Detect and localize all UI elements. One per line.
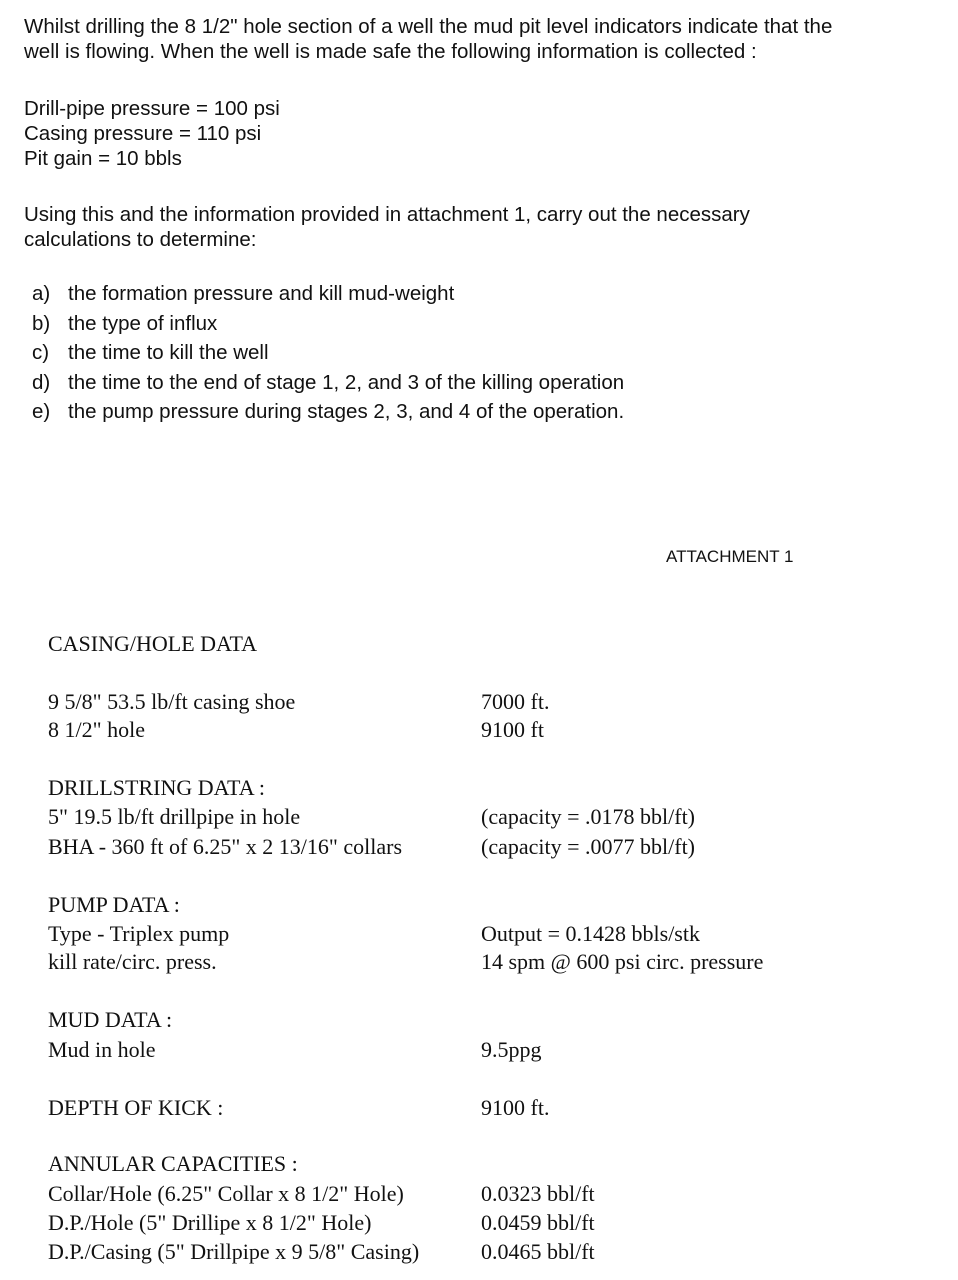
question-text: the time to the end of stage 1, 2, and 3 of the killing operation	[68, 370, 625, 394]
drillstring-section-title: DRILLSTRING DATA :	[48, 775, 266, 800]
question-letter: b)	[32, 311, 51, 335]
annular-row	[48, 1209, 928, 1237]
casing-row	[48, 716, 928, 744]
pump-row-value: Output = 0.1428 bbls/stk	[481, 921, 700, 946]
pump-section-title: PUMP DATA :	[48, 892, 180, 917]
annular-row-label: D.P./Hole (5" Drillipe x 8 1/2" Hole)	[48, 1210, 372, 1235]
question-letter: d)	[32, 370, 51, 394]
question-item	[32, 340, 624, 370]
drillstring-row-label: 5" 19.5 lb/ft drillpipe in hole	[48, 804, 301, 829]
measurements-list	[24, 96, 280, 171]
task-paragraph	[24, 202, 750, 252]
drillstring-row	[48, 833, 928, 861]
annular-row-value: 0.0465 bbl/ft	[481, 1239, 595, 1264]
question-item	[32, 399, 624, 429]
intro-line-1: Whilst drilling the 8 1/2" hole section of a well the mud pit level indicators indicate that the	[24, 15, 833, 38]
question-list	[32, 281, 624, 429]
casing-pressure: Casing pressure = 110 psi	[24, 122, 262, 145]
intro-paragraph	[24, 14, 832, 64]
kick-row	[48, 1094, 928, 1122]
intro-line-2: well is flowing. When the well is made safe the following information is collected :	[24, 40, 757, 63]
question-text: the time to kill the well	[68, 341, 269, 364]
mud-section-title: MUD DATA :	[48, 1007, 173, 1032]
mud-row-label: Mud in hole	[48, 1037, 156, 1062]
drill-pipe-pressure: Drill-pipe pressure = 100 psi	[24, 97, 280, 120]
annular-section-title: ANNULAR CAPACITIES :	[48, 1151, 298, 1176]
pump-row-value: 14 spm @ 600 psi circ. pressure	[481, 949, 764, 974]
casing-row-label: 8 1/2" hole	[48, 717, 145, 742]
question-text: the pump pressure during stages 2, 3, and 4 of the operation.	[68, 400, 625, 423]
pump-row-label: Type - Triplex pump	[48, 921, 230, 946]
question-item	[32, 370, 624, 400]
casing-row-value: 7000 ft.	[481, 689, 550, 714]
question-text: the type of influx	[68, 311, 218, 335]
annular-row-label: Collar/Hole (6.25" Collar x 8 1/2" Hole)	[48, 1181, 404, 1206]
annular-row	[48, 1238, 928, 1266]
pump-row	[48, 948, 928, 976]
drillstring-row	[48, 803, 928, 831]
question-item	[32, 311, 624, 341]
question-item	[32, 281, 624, 311]
annular-row-value: 0.0459 bbl/ft	[481, 1210, 595, 1235]
annular-row-value: 0.0323 bbl/ft	[481, 1181, 595, 1206]
question-letter: c)	[32, 341, 50, 364]
task-line-1: Using this and the information provided in attachment 1, carry out the necessary	[24, 203, 750, 226]
mud-row	[48, 1036, 928, 1064]
attachment-label: ATTACHMENT 1	[666, 547, 794, 566]
question-text: the formation pressure and kill mud-weight	[68, 282, 455, 305]
pump-row	[48, 920, 928, 948]
kick-section-title: DEPTH OF KICK :	[48, 1095, 224, 1120]
casing-row-label: 9 5/8" 53.5 lb/ft casing shoe	[48, 689, 296, 714]
drillstring-row-value: (capacity = .0178 bbl/ft)	[481, 804, 696, 829]
task-line-2: calculations to determine:	[24, 228, 257, 251]
annular-row	[48, 1180, 928, 1208]
pit-gain: Pit gain = 10 bbls	[24, 147, 182, 170]
mud-row-value: 9.5ppg	[481, 1037, 542, 1062]
question-letter: a)	[32, 282, 51, 305]
drillstring-row-value: (capacity = .0077 bbl/ft)	[481, 834, 696, 859]
annular-row-label: D.P./Casing (5" Drillpipe x 9 5/8" Casing)	[48, 1239, 420, 1264]
casing-section-title: CASING/HOLE DATA	[48, 631, 258, 656]
pump-row-label: kill rate/circ. press.	[48, 949, 217, 974]
kick-depth-value: 9100 ft.	[481, 1095, 550, 1120]
drillstring-row-label: BHA - 360 ft of 6.25" x 2 13/16" collars	[48, 834, 403, 859]
casing-row-value: 9100 ft	[481, 717, 544, 742]
casing-row	[48, 688, 928, 716]
question-letter: e)	[32, 400, 51, 423]
